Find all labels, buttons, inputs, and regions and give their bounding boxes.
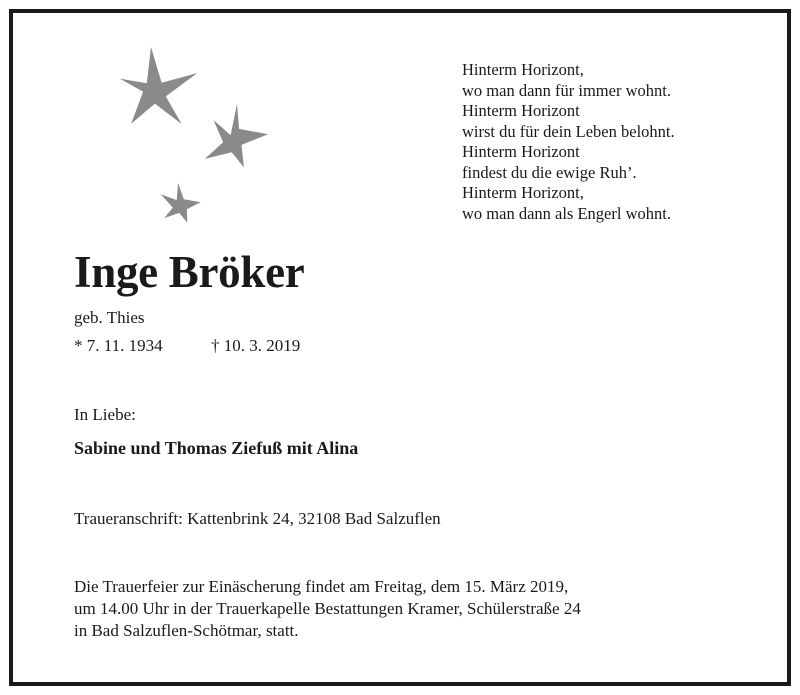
mourning-address: Traueranschrift: Kattenbrink 24, 32108 Bad Salzuflen xyxy=(74,509,441,528)
poem-line: Hinterm Horizont xyxy=(462,142,580,161)
death-date: † 10. 3. 2019 xyxy=(211,336,301,355)
mourners-names: Sabine und Thomas Ziefuß mit Alina xyxy=(74,438,359,458)
birth-name: geb. Thies xyxy=(74,308,145,327)
poem xyxy=(462,60,762,224)
funeral-line: Die Trauerfeier zur Einäscherung findet am Freitag, dem 15. März 2019, xyxy=(74,577,569,596)
poem-line: wirst du für dein Leben belohnt. xyxy=(462,121,675,141)
life-dates xyxy=(74,335,301,357)
in-love-label: In Liebe: xyxy=(74,405,136,424)
small-star-icon xyxy=(161,183,201,223)
poem-line: Hinterm Horizont, xyxy=(462,60,584,79)
medium-star-icon xyxy=(205,104,268,167)
poem-line: wo man dann für immer wohnt. xyxy=(462,80,671,100)
stars-decoration xyxy=(110,40,290,235)
funeral-line: um 14.00 Uhr in der Trauerkapelle Bestattungen Kramer, Schülerstraße 24 xyxy=(74,599,581,618)
funeral-line: in Bad Salzuflen-Schötmar, statt. xyxy=(74,621,299,640)
poem-line: Hinterm Horizont xyxy=(462,101,580,120)
poem-line: wo man dann als Engerl wohnt. xyxy=(462,203,671,223)
poem-line: findest du die ewige Ruh’. xyxy=(462,162,637,182)
birth-date: * 7. 11. 1934 xyxy=(74,336,163,355)
funeral-notice xyxy=(74,576,764,642)
deceased-name: Inge Bröker xyxy=(74,247,305,297)
poem-line: Hinterm Horizont, xyxy=(462,183,584,202)
large-star-icon xyxy=(120,47,198,124)
